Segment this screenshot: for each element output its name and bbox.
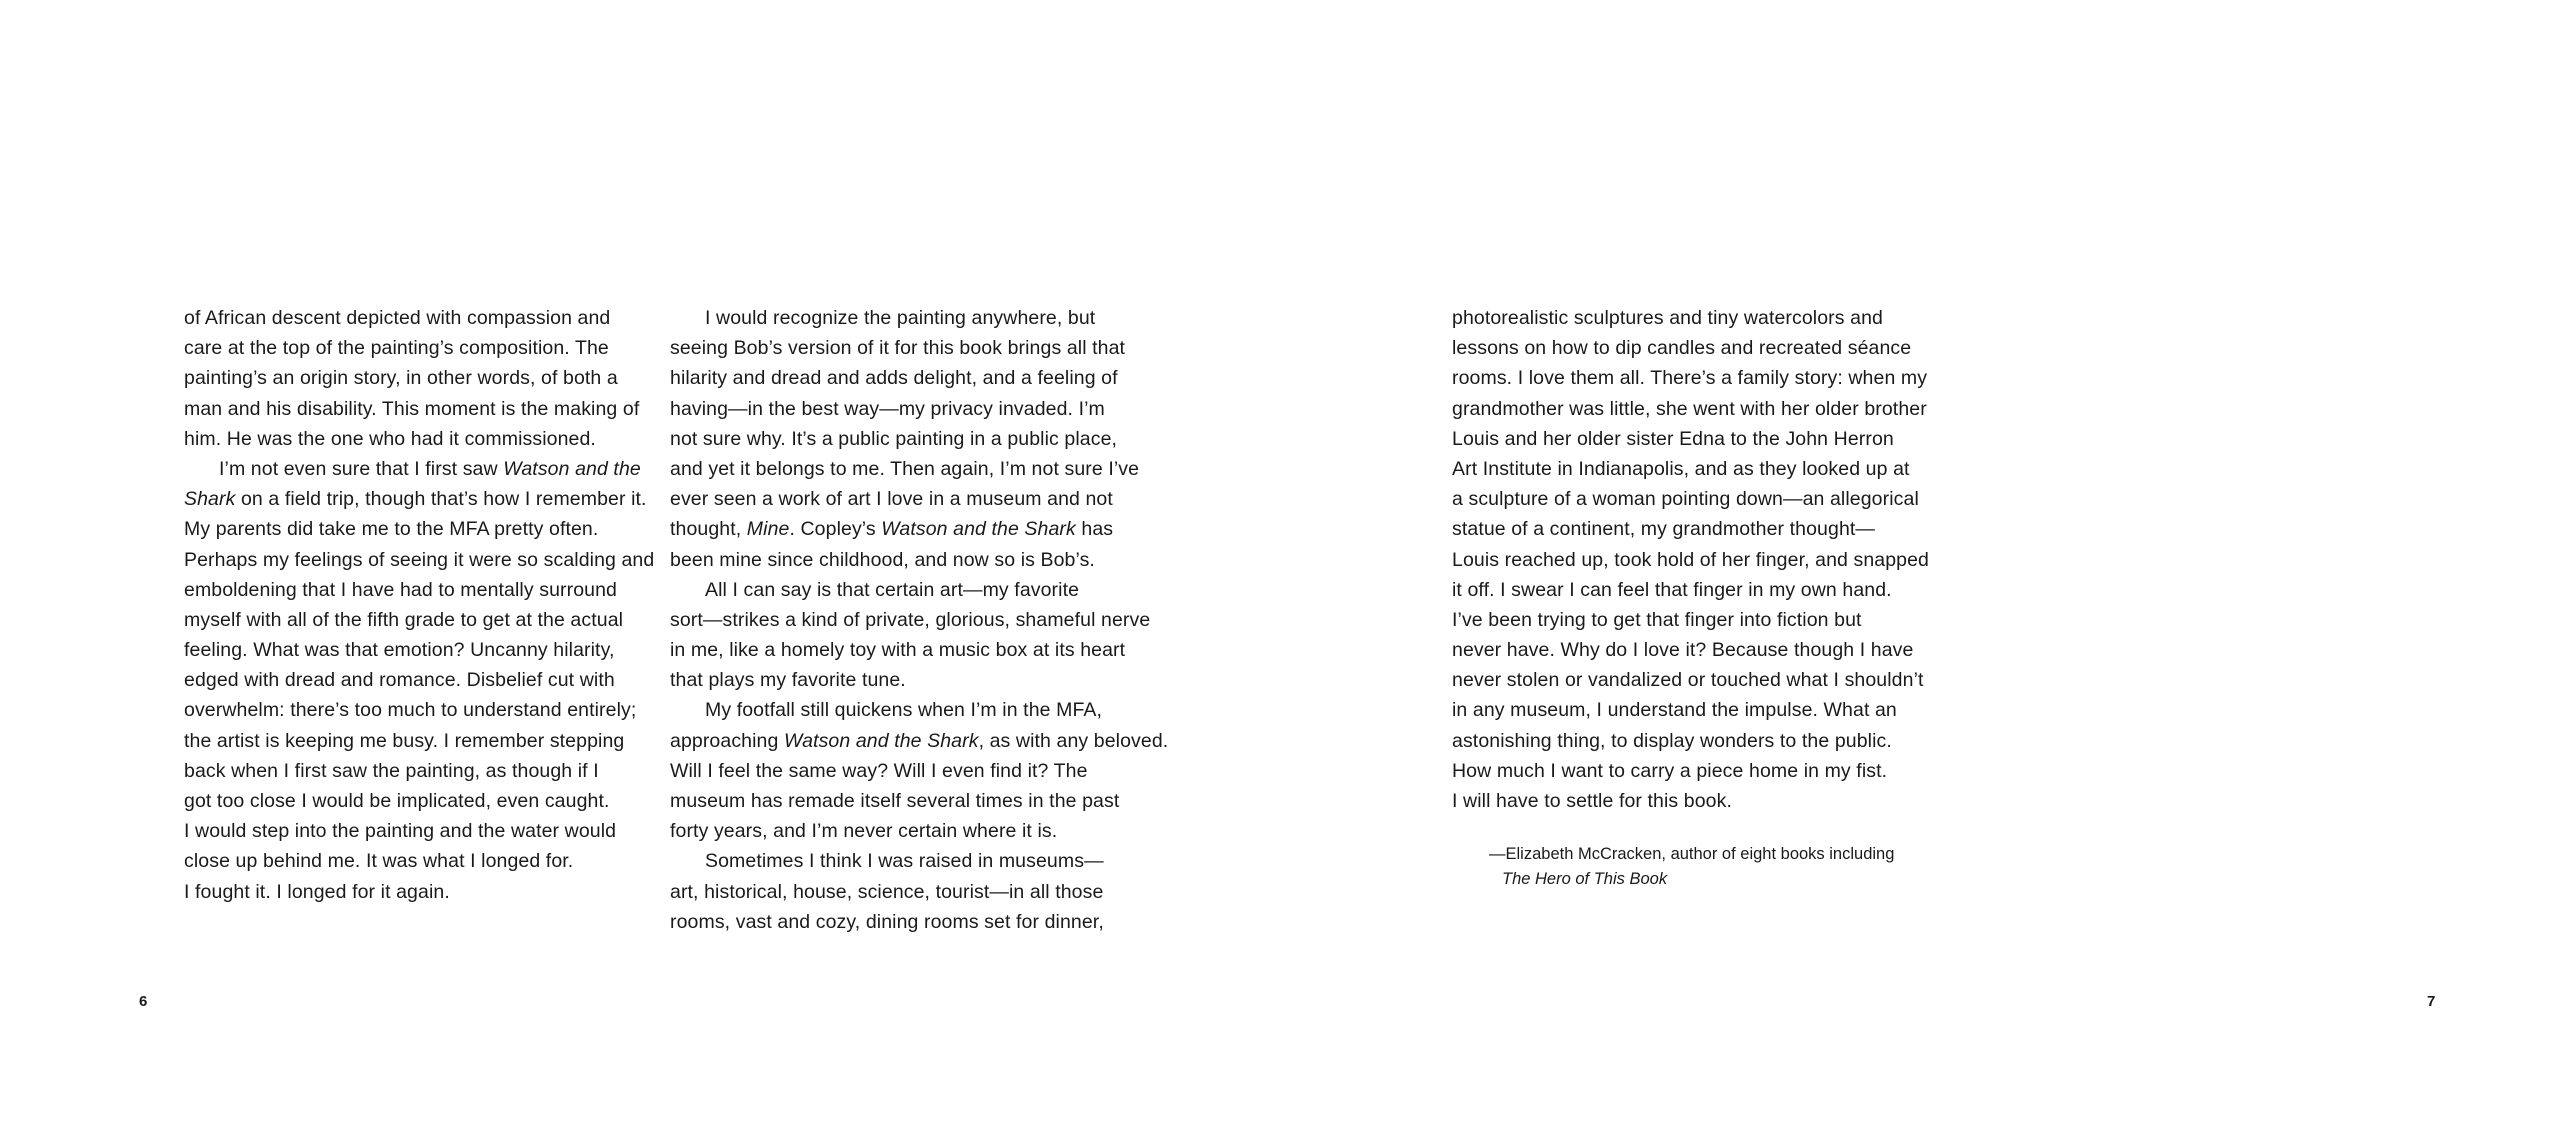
text-run: that plays my favorite tune. [670,669,906,692]
italic-title-run: Watson and the Shark [783,729,979,752]
text-run: him. He was the one who had it commissioned. [184,427,596,450]
text-line [1452,514,1929,544]
italic-title-run: Watson and the [503,457,641,480]
text-run: rooms, vast and cozy, dining rooms set for dinner, [670,910,1104,933]
text-run: has [1075,518,1114,541]
text-line [670,695,1168,725]
text-line [184,786,654,816]
text-line [670,726,1168,756]
text-run: edged with dread and romance. Disbelief cut with [184,669,615,692]
text-run: hilarity and dread and adds delight, and a feeling of [670,367,1118,390]
author-attribution [1489,842,1894,892]
text-line [670,575,1168,605]
text-run: rooms. I love them all. There’s a family story: when my [1452,367,1928,390]
text-run: been mine since childhood, and now so is Bob’s. [670,548,1095,571]
text-run: seeing Bob’s version of it for this book brings all that [670,337,1126,360]
text-run: on a field trip, though that’s how I remember it. [235,488,647,511]
text-run: , as with any beloved. [978,729,1169,752]
text-run: astonishing thing, to display wonders to the public. [1452,729,1892,752]
text-line [184,575,654,605]
text-run: in any museum, I understand the impulse. What an [1452,699,1897,722]
text-run: overwhelm: there’s too much to understand entirely; [184,699,637,722]
text-line [670,454,1168,484]
text-line [184,816,654,846]
text-run: back when I first saw the painting, as though if I [184,759,599,782]
text-run: never have. Why do I love it? Because though I have [1452,639,1914,662]
left-page-text [184,303,654,907]
text-line [670,786,1168,816]
text-run: in me, like a homely toy with a music box at its heart [670,639,1126,662]
text-line [184,333,654,363]
text-line [184,545,654,575]
text-line [184,484,654,514]
text-run: a sculpture of a woman pointing down—an allegorical [1452,488,1919,511]
text-run: painting’s an origin story, in other words, of both a [184,367,618,390]
text-line [184,454,654,484]
text-line [1452,786,1929,816]
text-line [184,695,654,725]
text-line [670,907,1168,937]
text-run: man and his disability. This moment is the making of [184,397,640,420]
text-run: museum has remade itself several times in the past [670,790,1120,812]
text-run: I would step into the painting and the water would [184,820,617,843]
text-run: approaching [670,729,784,752]
left-page-second-column [670,303,1168,937]
text-run: I would recognize the painting anywhere, but [705,307,1096,329]
text-run: I’m not even sure that I first saw [219,457,504,480]
text-line [1452,575,1929,605]
text-line [670,545,1168,575]
text-run: thought, [670,518,747,541]
text-line [184,756,654,786]
text-run: art, historical, house, science, tourist—in all those [670,880,1104,903]
text-run: myself with all of the fifth grade to get at the actual [184,608,624,631]
text-line [184,877,654,907]
text-run: care at the top of the painting’s composition. The [184,337,609,360]
text-line [670,484,1168,514]
text-line [670,816,1168,846]
text-line [1452,695,1929,725]
page-number-right: 7 [2427,993,2436,1010]
text-run: I’ve been trying to get that finger into fiction but [1452,608,1862,631]
text-run: Will I feel the same way? Will I even find it? The [670,759,1088,782]
text-line [1452,363,1929,393]
text-line [1452,454,1929,484]
text-line [1452,484,1929,514]
text-line [184,394,654,424]
text-line [184,605,654,635]
text-run: Perhaps my feelings of seeing it were so scalding and [184,548,655,571]
text-run: My footfall still quickens when I’m in the MFA, [705,699,1103,722]
text-run: How much I want to carry a piece home in my fist. [1452,759,1888,782]
text-line [670,303,1168,333]
italic-title-run: Mine [746,518,790,541]
text-line [670,363,1168,393]
text-run: I fought it. I longed for it again. [184,880,450,903]
text-line [1452,605,1929,635]
text-run: My parents did take me to the MFA pretty often. [184,518,599,541]
text-run: Louis reached up, took hold of her finger, and snapped [1452,548,1929,571]
text-line [1452,756,1929,786]
text-line [1452,665,1929,695]
text-run: emboldening that I have had to mentally surround [184,578,617,601]
text-line [670,394,1168,424]
text-run: feeling. What was that emotion? Uncanny hilarity, [184,639,615,662]
page-number-left: 6 [139,993,148,1010]
text-line [1452,424,1929,454]
text-run: having—in the best way—my privacy invaded. I’m [670,397,1105,420]
text-run: All I can say is that certain art—my favorite [705,578,1080,601]
text-run: not sure why. It’s a public painting in a public place, [670,427,1118,450]
text-line [670,333,1168,363]
text-run: lessons on how to dip candles and recreated séance [1452,337,1912,360]
right-page-text [1452,303,1929,816]
text-run: Louis and her older sister Edna to the John Herron [1452,427,1894,450]
text-run: close up behind me. It was what I longed for. [184,850,574,873]
text-line [670,635,1168,665]
text-line [670,665,1168,695]
text-run: Art Institute in Indianapolis, and as they looked up at [1452,457,1910,480]
text-run: got too close I would be implicated, even caught. [184,790,610,812]
text-run: Sometimes I think I was raised in museums— [705,850,1104,873]
text-line [184,363,654,393]
text-line [184,424,654,454]
text-run: sort—strikes a kind of private, glorious, shameful nerve [670,608,1151,631]
text-line [184,303,654,333]
text-run: never stolen or vandalized or touched what I shouldn’t [1452,669,1924,692]
text-run: of African descent depicted with compassion and [184,307,611,329]
text-run: statue of a continent, my grandmother thought— [1452,518,1876,541]
text-line [670,846,1168,876]
text-line [670,514,1168,544]
text-line [184,665,654,695]
text-line [670,605,1168,635]
text-line [670,877,1168,907]
text-line [184,635,654,665]
italic-title-run: Watson and the Shark [881,518,1076,541]
text-line [184,846,654,876]
text-line [1452,726,1929,756]
attribution-book-title: The Hero of This Book [1502,870,1668,888]
text-run: and yet it belongs to me. Then again, I’m not sure I’ve [670,457,1140,480]
text-line [1452,394,1929,424]
text-run: ever seen a work of art I love in a museum and not [670,488,1113,511]
text-run: grandmother was little, she went with her older brother [1452,397,1927,420]
attribution-byline: —Elizabeth McCracken, author of eight books including [1489,845,1895,863]
text-line [184,514,654,544]
text-run: it off. I swear I can feel that finger in my own hand. [1452,578,1892,601]
text-run: photorealistic sculptures and tiny watercolors and [1452,307,1883,329]
text-line [670,756,1168,786]
text-line [1452,333,1929,363]
text-run: . Copley’s [789,518,882,541]
text-run: I will have to settle for this book. [1452,790,1732,812]
text-line [670,424,1168,454]
text-run: forty years, and I’m never certain where it is. [670,820,1058,843]
text-line [1452,635,1929,665]
text-line [184,726,654,756]
text-run: the artist is keeping me busy. I remember stepping [184,729,625,752]
italic-title-run: Shark [184,488,236,511]
text-line [1452,545,1929,575]
text-line [1452,303,1929,333]
